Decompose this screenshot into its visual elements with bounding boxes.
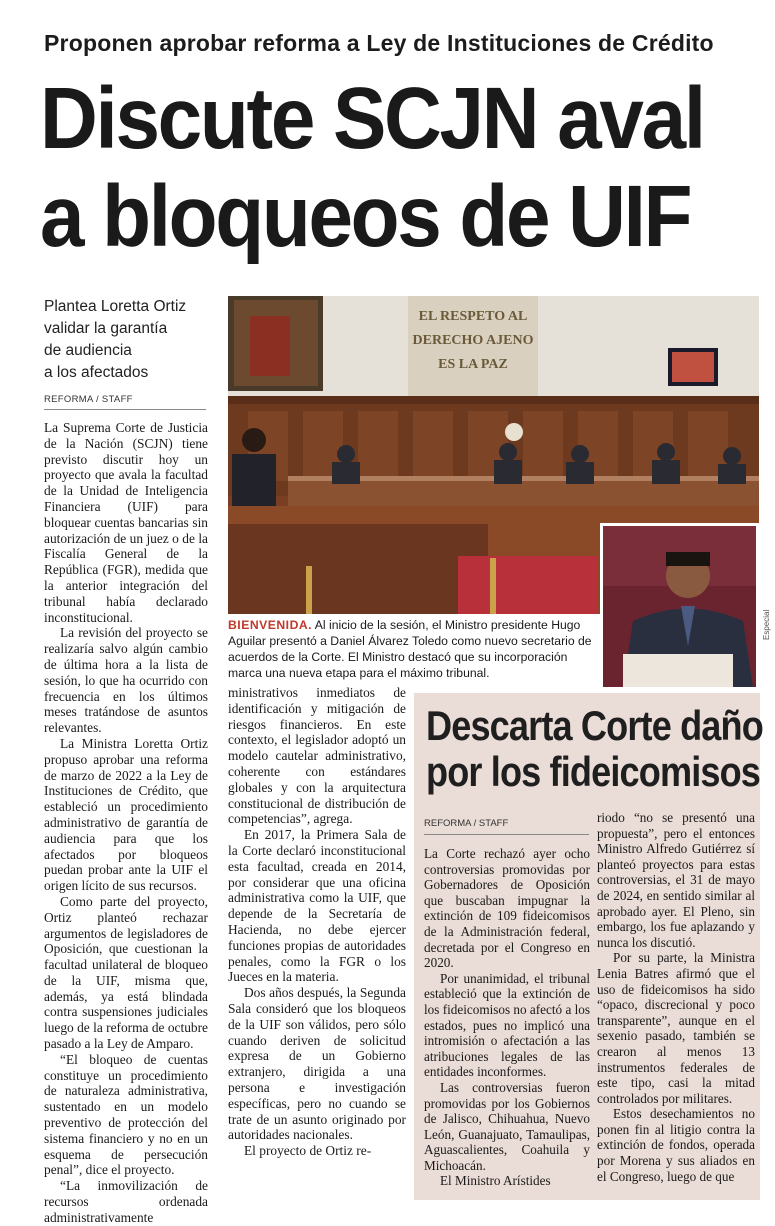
paragraph: riodo “no se presentó una propuesta”, pero el entonces Ministro Alfredo Gutiérrez sí planteó proyectos para estas controversias, el 31 de mayo de 2024, en sentido similar al aprobado ayer. El Pleno, sin embargo, los fue aplazando y nunca los discutió. bbox=[597, 810, 755, 950]
deck-line-4: a los afectados bbox=[44, 364, 149, 381]
paragraph: El Ministro Arístides bbox=[440, 1173, 551, 1189]
deck-line-2: validar la garantía bbox=[44, 320, 168, 337]
byline: REFORMA / STAFF bbox=[44, 394, 206, 410]
paragraph: La Suprema Corte de Justicia de la Nación (SCJN) tiene previsto discutir hoy un proyecto que avala la facultad de la Unidad de Inteligencia Financiera (UIF) para bloquear cuentas bancarias sin autorización de un juez o de la Fiscalía General de la República (FGR), medida que la anterior integración del tribunal había declarado inconstitucional. bbox=[44, 420, 208, 625]
paragraph: Como parte del proyecto, Ortiz planteó rechazar argumentos de legisladores de Oposición, que cuestionan la facultad unilateral de bloqueo de la UIF, misma que, además, ya está blindada contra suspensiones judiciales luego de la reforma de octubre pasado a la Ley de Amparo. bbox=[44, 893, 208, 1052]
sidebar-title-line-2: por los fideicomisos bbox=[426, 748, 761, 795]
wall-sign-line-2: DERECHO AJENO bbox=[412, 333, 534, 348]
paragraph: Las controversias fueron promovidas por los Gobiernos de Jalisco, Chihuahua, Nuevo León, Guanajuato, Tamaulipas, Aguascalientes, Coahuila y Michoacán. bbox=[424, 1079, 590, 1173]
sidebar-title-line-1: Descarta Corte daño bbox=[426, 702, 763, 749]
paragraph: Por unanimidad, el tribunal estableció que la extinción de los fideicomisos no afectó a los estados, pues no implicó una intromisión o afectación a las atribuciones legales de las entidades inconformes. bbox=[424, 970, 590, 1080]
inset-portrait bbox=[600, 523, 759, 690]
paragraph: El proyecto de Ortiz re- bbox=[244, 1143, 372, 1159]
portrait-illustration bbox=[603, 526, 756, 687]
photo-credit: Especial bbox=[762, 609, 771, 640]
paragraph: La revisión del proyecto se realizaría salvo algún cambio de última hora a la lista de sesión, lo que ha ocurrido con frecuencia en los últimos meses tratándose de asuntos relevantes. bbox=[44, 625, 208, 736]
sidebar-byline: REFORMA / STAFF bbox=[424, 818, 589, 835]
paragraph: ministrativos inmediatos de identificación y mitigación de riesgos financieros. En este contexto, el legislador adoptó un modelo cautelar administrativo, coherente con estándares globales y con la arquitectura constitucional de distribución de competencias”, agrega. bbox=[228, 685, 406, 827]
sidebar-article bbox=[414, 693, 763, 1200]
paragraph: Estos desechamientos no ponen fin al litigio contra la extinción de fondos, operada por Morena y sus aliados en el Congreso, luego de que bbox=[597, 1106, 755, 1184]
sidebar-title bbox=[426, 702, 763, 795]
paragraph: “La inmovilización de recursos ordenada administrativamente bbox=[44, 1178, 208, 1225]
sidebar-column-1 bbox=[424, 846, 590, 1200]
article-column-1 bbox=[44, 420, 208, 1225]
caption-text: Al inicio de la sesión, el Ministro presidente Hugo Aguilar presentó a Daniel Álvarez Toledo como nuevo secretario de acuerdos de la Corte. El Ministro destacó que su incorporación marca una nueva etapa para el máximo tribunal. bbox=[228, 618, 592, 680]
paragraph: “El bloqueo de cuentas constituye un procedimiento de naturaleza administrativa, sustentado en un modelo preventivo de protección del sistema financiero y no en un esquema de persecución penal”, dice el proyecto. bbox=[44, 1051, 208, 1178]
photo-caption bbox=[228, 617, 600, 681]
headline-line-1: Discute SCJN aval bbox=[40, 70, 704, 167]
article-column-2 bbox=[228, 685, 406, 1200]
deck bbox=[44, 296, 219, 384]
paragraph: Por su parte, la Ministra Lenia Batres afirmó que el uso de fideicomisos ha sido “opaco, discrecional y poco transparente”, aunque en el sexenio pasado, también se crearon al menos 13 instrumentos federales de este tipo, casi la mitad controlados por militares. bbox=[597, 950, 755, 1106]
paragraph: En 2017, la Primera Sala de la Corte declaró inconstitucional esta facultad, creada en 2014, por considerar que una oficina administrativa como la UIF, que depende de la Secretaría de Hacienda, no debe ejercer funciones propias de autoridades penales, como la FGR o los Jueces en la materia. bbox=[228, 827, 406, 985]
wall-sign-line-3: ES LA PAZ bbox=[438, 357, 508, 372]
sidebar-column-2 bbox=[597, 810, 755, 1200]
deck-line-1: Plantea Loretta Ortiz bbox=[44, 298, 187, 315]
wall-sign-line-1: EL RESPETO AL bbox=[418, 309, 528, 324]
headline bbox=[40, 70, 702, 266]
caption-lead: BIENVENIDA. bbox=[228, 618, 313, 632]
kicker: Proponen aprobar reforma a Ley de Instituciones de Crédito bbox=[44, 30, 714, 56]
headline-line-2: a bloqueos de UIF bbox=[40, 168, 691, 265]
paragraph: Dos años después, la Segunda Sala consideró que los bloqueos de la UIF son válidos, pero sólo cuando deriven de solicitud expresa de un Gobierno extranjero, dirigida a una persona e investigación específicas, pero no cuando se trate de un asunto originado por autoridades nacionales. bbox=[228, 985, 406, 1143]
deck-line-3: de audiencia bbox=[44, 342, 132, 359]
paragraph: La Corte rechazó ayer ocho controversias promovidas por Gobernadores de Oposición que buscaban impugnar la extinción de 109 fideicomisos de la Administración federal, decretada por el Congreso en 2020. bbox=[424, 846, 590, 971]
paragraph: La Ministra Loretta Ortiz propuso aprobar una reforma de marzo de 2022 a la Ley de Instituciones de Crédito, que estableció un procedimiento administrativo de garantía de audiencia para que los afectados por bloqueos puedan probar ante la UIF el origen lícito de sus recursos. bbox=[44, 735, 208, 894]
